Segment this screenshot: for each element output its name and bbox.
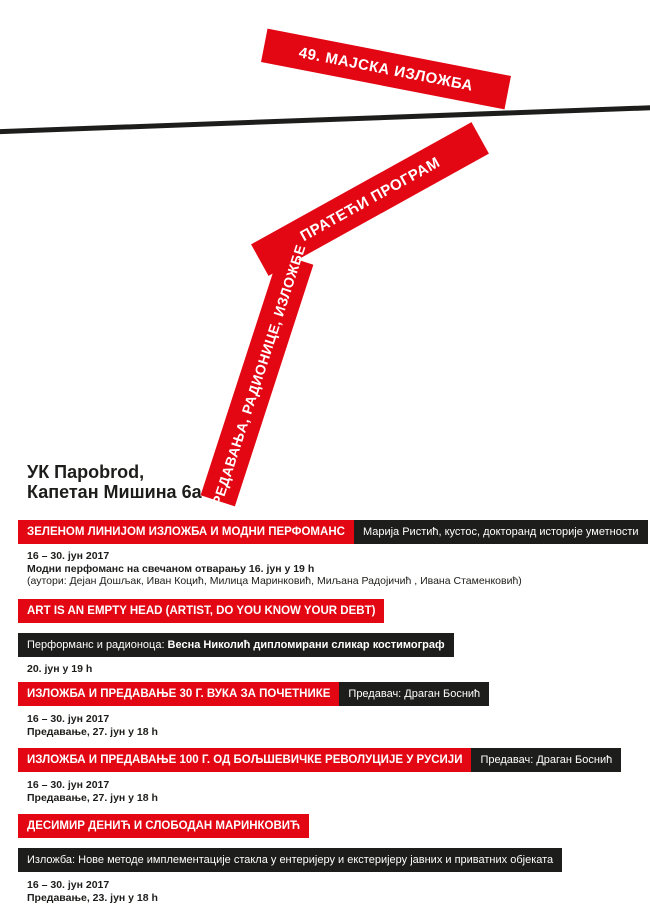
- venue-name: УК Парobrod,: [27, 462, 145, 482]
- subtitle-text: ПРЕДАВАЊА, РАДИОНИЦЕ, ИЗЛОЖБЕ: [205, 242, 309, 518]
- diagonal-line: [0, 105, 650, 135]
- event-1-authors: (аутори: Дејан Дошљак, Иван Коцић, Милица Маринковић, Миљана Радојичић , Ивана Стаменковић): [27, 575, 522, 587]
- event-2-speaker-prefix: Перформанс и радионоца:: [27, 639, 165, 651]
- event-3-header: [18, 682, 489, 706]
- event-3-detail: Предавање, 27. јун у 18 h: [27, 725, 158, 738]
- event-2-header: [18, 599, 384, 623]
- venue-block: [27, 462, 202, 502]
- event-3-speaker: Предавач: Драган Боснић: [339, 682, 489, 706]
- exhibition-banner: [261, 29, 511, 110]
- program-banner: [251, 122, 489, 276]
- event-1-info: [27, 550, 522, 588]
- event-2-info: [27, 663, 92, 676]
- event-1-detail: Модни перфоманс на свечаном отварању 16. јун у 19 h: [27, 562, 315, 575]
- event-5-speaker: Изложба: Нове методе имплементације стакла у ентеријеру и екстеријеру јавних и приватних објеката: [18, 848, 562, 872]
- event-5-detail: Предавање, 23. јун у 18 h: [27, 891, 158, 904]
- event-1-speaker: Марија Ристић, кустос, докторанд историје уметности: [354, 520, 648, 544]
- event-2-date: 20. јун у 19 h: [27, 663, 93, 675]
- event-5-header: [18, 814, 309, 838]
- event-3-date: 16 – 30. јун 2017: [27, 713, 110, 725]
- event-2-speaker-row: [18, 633, 454, 657]
- event-1-title: ЗЕЛЕНОМ ЛИНИЈОМ ИЗЛОЖБА И МОДНИ ПЕРФОМАНС: [18, 520, 354, 544]
- event-3-title: ИЗЛОЖБА И ПРЕДАВАЊЕ 30 Г. ВУКА ЗА ПОЧЕТНИКЕ: [18, 682, 339, 706]
- subtitle-banner: [201, 242, 314, 518]
- exhibition-title: 49. МАЈСКА ИЗЛОЖБА: [297, 43, 475, 95]
- event-4-title: ИЗЛОЖБА И ПРЕДАВАЊЕ 100 Г. ОД БОЉШЕВИЧКЕ РЕВОЛУЦИЈЕ У РУСИЈИ: [18, 748, 471, 772]
- event-4-header: [18, 748, 621, 772]
- event-4-date: 16 – 30. јун 2017: [27, 779, 110, 791]
- event-2-speaker-name: Весна Николић дипломирани сликар костимограф: [167, 639, 445, 651]
- event-1-header: [18, 520, 648, 544]
- event-4-info: [27, 779, 158, 804]
- event-5-info: [27, 879, 158, 904]
- event-2-speaker: [18, 633, 454, 657]
- venue-address: Капетан Мишина 6а: [27, 482, 202, 502]
- event-5-title: ДЕСИМИР ДЕНИЋ И СЛОБОДАН МАРИНКОВИЋ: [18, 814, 309, 838]
- event-4-detail: Предавање, 27. јун у 18 h: [27, 791, 158, 804]
- event-1-date: 16 – 30. јун 2017: [27, 550, 110, 562]
- event-3-info: [27, 713, 158, 738]
- event-4-speaker: Предавач: Драган Боснић: [471, 748, 621, 772]
- event-5-speaker-row: [18, 848, 562, 872]
- program-title: ПРАТЕЋИ ПРОГРАМ: [297, 153, 443, 245]
- event-2-title: ART IS AN EMPTY HEAD (ARTIST, DO YOU KNOW YOUR DEBT): [18, 599, 384, 623]
- event-5-date: 16 – 30. јун 2017: [27, 879, 110, 891]
